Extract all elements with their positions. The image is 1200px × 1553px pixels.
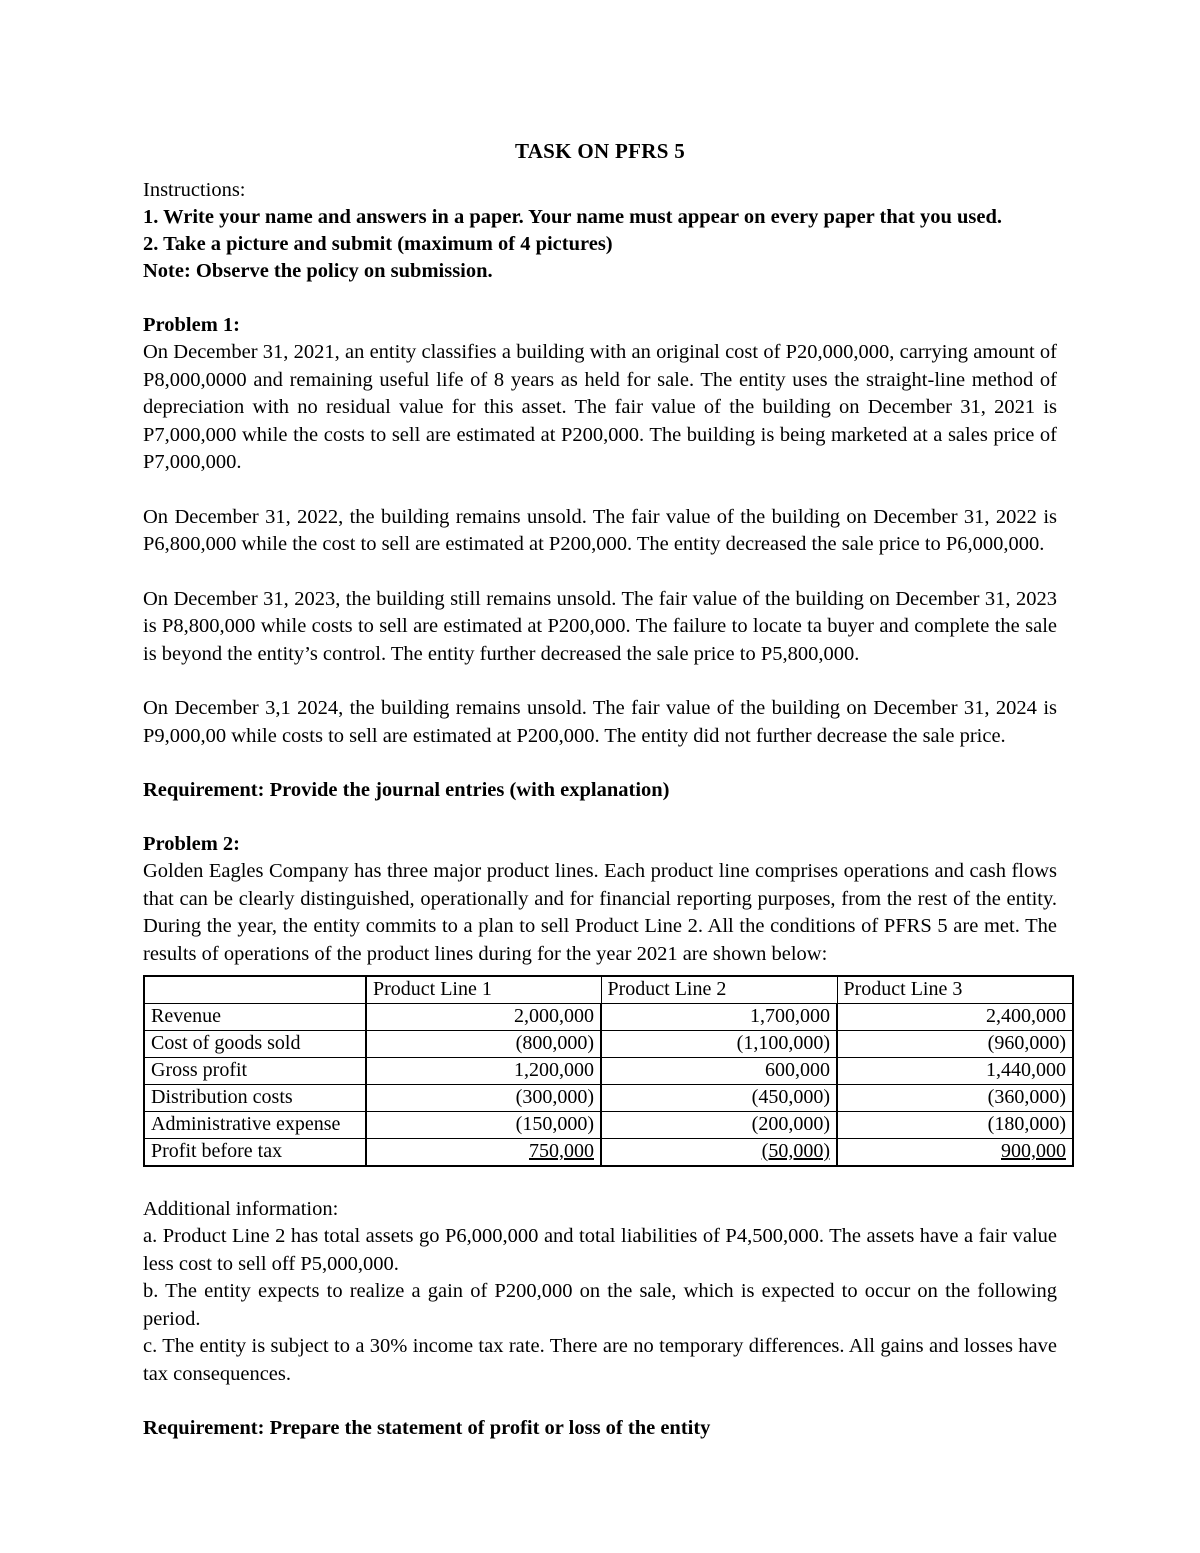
row-value-line-1 <box>366 1085 601 1112</box>
row-value-line-2 <box>601 1004 837 1031</box>
product-lines-table <box>143 975 1074 1167</box>
cell-text: (150,000) <box>515 1113 594 1135</box>
cell-text: (450,000) <box>751 1086 830 1108</box>
spacer <box>143 559 1057 586</box>
row-label: Profit before tax <box>144 1139 366 1167</box>
additional-information-a: a. Product Line 2 has total assets go P6,000,000 and total liabilities of P4,500,000. The assets have a fair value less cost to sell off P5,000,000. <box>143 1225 1057 1275</box>
problem-1-paragraph-2023: On December 31, 2023, the building still remains unsold. The fair value of the building on December 31, 2023 is P8,800,000 while costs to sell are estimated at P200,000. The failure to locate ta buyer and complete the sale is beyond the entity’s control. The entity further decreased the sale price to P5,800,000. <box>143 587 1057 665</box>
additional-information-label: Additional information: <box>143 1198 339 1220</box>
page-title: TASK ON PFRS 5 <box>514 139 686 163</box>
row-value-line-2 <box>601 1112 837 1139</box>
cell-text: (960,000) <box>987 1032 1066 1054</box>
cell-text: 750,000 <box>529 1140 594 1162</box>
row-value-line-2 <box>601 1085 837 1112</box>
cell-text: (1,100,000) <box>736 1032 830 1054</box>
row-label: Gross profit <box>144 1058 366 1085</box>
problem-1-paragraph-2021: On December 31, 2021, an entity classifies a building with an original cost of P20,000,000, carrying amount of P8,000,0000 and remaining useful life of 8 years as held for sale. The entity uses the straight-line method of depreciation with no residual value for this asset. The fair value of the building on December 31, 2021 is P7,000,000 while the costs to sell are estimated at P200,000. The building is being marketed at a sales price of P7,000,000. <box>143 341 1057 473</box>
table-row <box>144 1085 1073 1112</box>
cell-text: (180,000) <box>987 1113 1066 1135</box>
cell-text: (200,000) <box>751 1113 830 1135</box>
table-header-product-line-3: Product Line 3 <box>837 976 1073 1004</box>
cell-text: 600,000 <box>765 1059 830 1081</box>
spacer <box>143 668 1057 695</box>
row-label: Administrative expense <box>144 1112 366 1139</box>
row-value-line-3 <box>837 1139 1073 1167</box>
cell-text: 900,000 <box>1001 1140 1066 1162</box>
spacer <box>143 1388 1057 1415</box>
table-header-product-line-1: Product Line 1 <box>366 976 601 1004</box>
cell-text: 1,440,000 <box>986 1059 1066 1081</box>
row-value-line-3 <box>837 1058 1073 1085</box>
row-value-line-3 <box>837 1112 1073 1139</box>
row-value-line-2 <box>601 1139 837 1167</box>
cell-text: (300,000) <box>515 1086 594 1108</box>
table-row <box>144 1112 1073 1139</box>
row-value-line-3 <box>837 1004 1073 1031</box>
spacer <box>143 750 1057 777</box>
problem-1-heading: Problem 1: <box>143 314 240 336</box>
table-row <box>144 1058 1073 1085</box>
row-value-line-2 <box>601 1031 837 1058</box>
table-row <box>144 1004 1073 1031</box>
row-value-line-1 <box>366 1004 601 1031</box>
additional-information-c: c. The entity is subject to a 30% income tax rate. There are no temporary differences. All gains and losses have tax consequences. <box>143 1335 1057 1385</box>
row-value-line-1 <box>366 1058 601 1085</box>
table-header-row <box>144 976 1073 1004</box>
row-label: Cost of goods sold <box>144 1031 366 1058</box>
row-label: Revenue <box>144 1004 366 1031</box>
problem-2-intro: Golden Eagles Company has three major product lines. Each product line comprises operations and cash flows that can be clearly distinguished, operationally and for financial reporting purposes, from the rest of the entity. During the year, the entity commits to a plan to sell Product Line 2. All the conditions of PFRS 5 are met. The results of operations of the product lines during for the year 2021 are shown below: <box>143 860 1057 965</box>
problem-2-requirement: Requirement: Prepare the statement of profit or loss of the entity <box>143 1417 711 1439</box>
problem-1-paragraph-2022: On December 31, 2022, the building remains unsold. The fair value of the building on December 31, 2022 is P6,800,000 while the cost to sell are estimated at P200,000. The entity decreased the sale price to P6,000,000. <box>143 505 1057 555</box>
spacer <box>143 477 1057 504</box>
row-value-line-1 <box>366 1139 601 1167</box>
cell-text: 1,700,000 <box>750 1005 830 1027</box>
cell-text: (360,000) <box>987 1086 1066 1108</box>
instruction-item-1: 1. Write your name and answers in a paper. Your name must appear on every paper that you used. <box>143 206 1002 228</box>
table-row-total <box>144 1139 1073 1167</box>
cell-text: (50,000) <box>761 1140 830 1162</box>
row-value-line-1 <box>366 1112 601 1139</box>
instruction-item-2: 2. Take a picture and submit (maximum of 4 pictures) <box>143 233 613 255</box>
problem-1-requirement: Requirement: Provide the journal entries (with explanation) <box>143 779 670 801</box>
problem-1-paragraph-2024: On December 3,1 2024, the building remains unsold. The fair value of the building on December 31, 2024 is P9,000,00 while costs to sell are estimated at P200,000. The entity did not further decrease the sale price. <box>143 697 1057 747</box>
spacer <box>143 285 1057 312</box>
cell-text: 2,000,000 <box>514 1005 594 1027</box>
row-label: Distribution costs <box>144 1085 366 1112</box>
row-value-line-2 <box>601 1058 837 1085</box>
document-body <box>143 138 1066 1442</box>
row-value-line-3 <box>837 1085 1073 1112</box>
additional-information-b: b. The entity expects to realize a gain of P200,000 on the sale, which is expected to occur on the following period. <box>143 1280 1057 1330</box>
table-header-blank <box>144 976 366 1004</box>
table-header-product-line-2: Product Line 2 <box>601 976 837 1004</box>
submission-note: Note: Observe the policy on submission. <box>143 260 493 282</box>
table-row <box>144 1031 1073 1058</box>
spacer <box>143 1167 1057 1196</box>
cell-text: 2,400,000 <box>986 1005 1066 1027</box>
instructions-label: Instructions: <box>143 179 246 201</box>
cell-text: 1,200,000 <box>514 1059 594 1081</box>
cell-text: (800,000) <box>515 1032 594 1054</box>
row-value-line-3 <box>837 1031 1073 1058</box>
row-value-line-1 <box>366 1031 601 1058</box>
spacer <box>143 804 1057 831</box>
problem-2-heading: Problem 2: <box>143 833 240 855</box>
